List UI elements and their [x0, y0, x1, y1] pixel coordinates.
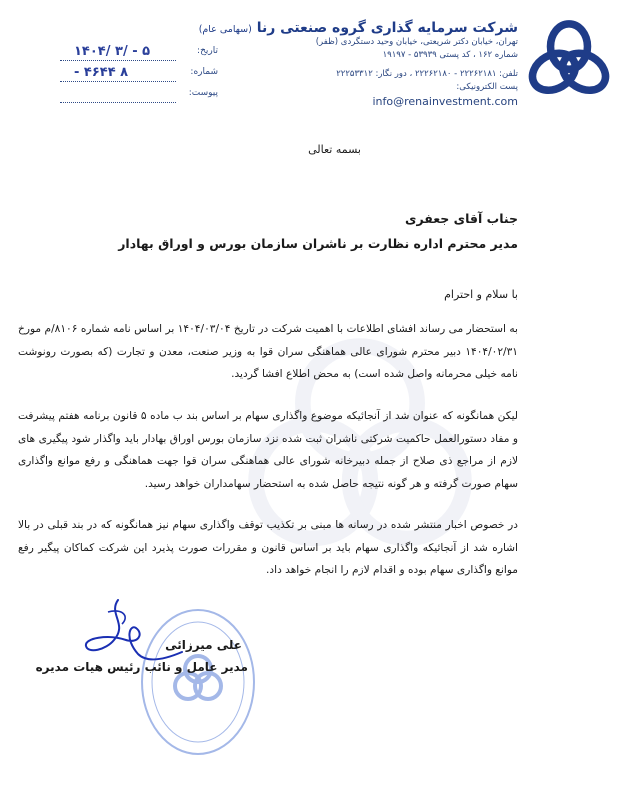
paragraph-2: لیکن همانگونه که عنوان شد از آنجائیکه موضوع واگذاری سهام بر اساس بند ب ماده ۵ قانون برنامه هفتم پیشرفت و مفاد دستورالعمل حاکمیت شرکتی ناشران ثبت شده نزد سازمان بورس اوراق بهادار باید واگذار شود پیگیری های لازم از مراجع ذی صلاح از جمله دبیرخانه شورای عالی هماهنگی سران قوا جهت هماهنگی و رفع موانع واگذاری سهام صورت گرفته و هر گونه نتیجه حاصل شده به استحضار سهامداران خواهد رسید.: [18, 410, 518, 490]
number-line: [60, 81, 176, 82]
attachment-row: [60, 86, 218, 107]
company-phone: تلفن: ۲۲۲۶۲۱۸۱ - ۲۲۲۶۲۱۸۰ ، دور نگار: ۲۲۲۵۳۳۱۲: [336, 69, 518, 79]
company-suffix: (سهامی عام): [198, 24, 252, 35]
recipient-title: مدیر محترم اداره نظارت بر ناشران سازمان بورس و اوراق بهادار: [118, 236, 518, 251]
letter-meta: [60, 44, 218, 107]
attachment-label: پیوست:: [188, 88, 218, 98]
paragraph-1: به استحضار می رساند افشای اطلاعات با اهمیت شرکت در تاریخ ۱۴۰۴/۰۳/۰۴ بر اساس نامه شماره ۸۱۰۶/م مورخ ۱۴۰۴/۰۲/۳۱ دبیر محترم شورای عالی هماهنگی سران قوا به وزیر صنعت، معدن و تجارت (که بصورت رونوشت نامه خیلی محرمانه واصل شده است) به محض اطلاع افشا گردید.: [18, 323, 518, 380]
company-postal: شماره ۱۶۲ ، کد پستی ۵۳۹۳۹ - ۱۹۱۹۷: [382, 50, 518, 60]
company-address: تهران، خیابان دکتر شریعتی، خیابان وحید دستگردی (ظفر): [315, 37, 518, 47]
company-email: info@renainvestment.com: [372, 95, 518, 108]
greeting: با سلام و احترام: [444, 288, 518, 301]
invocation: بسمه تعالی: [308, 143, 361, 156]
recipient-name: جناب آقای جعفری: [405, 211, 518, 226]
date-line: [60, 60, 176, 61]
company-logo-icon: [527, 18, 611, 102]
signer-name: علی میرزائی: [165, 638, 242, 652]
date-value: ۱۴۰۴/ ۳/ - ۵: [74, 44, 151, 59]
company-email-label: پست الکترونیکی:: [456, 82, 518, 92]
number-label: شماره:: [190, 67, 218, 77]
attachment-line: [60, 102, 176, 103]
company-name-text: شرکت سرمایه گذاری گروه صنعتی رنا: [256, 20, 518, 36]
date-label: تاریخ:: [197, 46, 218, 56]
number-value: - ۴۶۴۴ ۸: [74, 65, 129, 80]
paragraph-3: در خصوص اخبار منتشر شده در رسانه ها مبنی بر تکذیب توقف واگذاری سهام نیز همانگونه که در بند قبلی در بالا اشاره شد از آنجائیکه واگذاری سهام باید بر اساس قانون و مقررات صورت پذیرد این شرکت کماکان پیگیر رفع موانع واگذاری سهام بوده و اقدام لازم را انجام خواهد داد.: [18, 519, 518, 576]
company-name: [198, 20, 518, 36]
number-row: [60, 65, 218, 86]
date-row: [60, 44, 218, 65]
signer-title: مدیر عامل و نائب رئیس هیات مدیره: [35, 660, 248, 674]
